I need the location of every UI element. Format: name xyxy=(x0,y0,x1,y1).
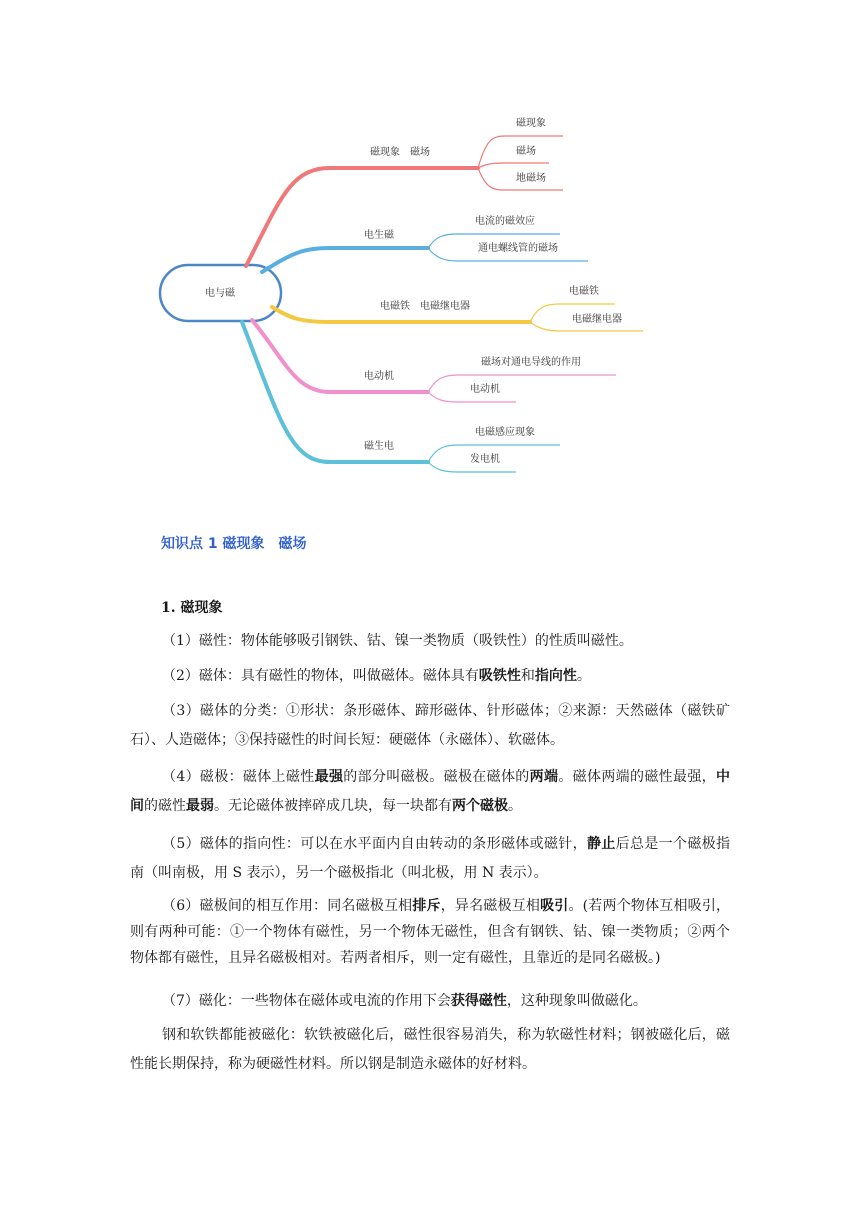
branch-4-child-1-line xyxy=(428,375,616,392)
branch-4-child-2: 电动机 xyxy=(470,384,500,395)
p4-text-f: 。无论磁体被摔碎成几块，每一块都有 xyxy=(214,798,452,814)
p5-text-a: （5）磁体的指向性：可以在水平面内自由转动的条形磁体或磁针， xyxy=(162,836,587,852)
branch-3-child-1: 电磁铁 xyxy=(569,286,599,297)
p6-bold-2: 吸引 xyxy=(540,898,569,914)
branch-4-curve xyxy=(252,320,428,392)
p4-bold-5: 两个磁极 xyxy=(452,798,508,814)
paragraph-7 xyxy=(130,987,730,1016)
branch-1-child-1: 磁现象 xyxy=(516,118,546,129)
p7-text-a: （7）磁化：一些物体在磁体或电流的作用下会 xyxy=(162,993,451,1009)
p4-bold-2: 两端 xyxy=(529,769,559,785)
p2-text-c: 和 xyxy=(520,668,535,684)
p4-text-a: （4）磁极：磁体上磁性 xyxy=(162,769,315,785)
paragraph-1: （1）磁性：物体能够吸引钢铁、钴、镍一类物质（吸铁性）的性质叫磁性。 xyxy=(162,633,633,649)
p7-bold-1: 获得磁性 xyxy=(450,993,507,1009)
p7-text-c: ，这种现象叫做磁化。 xyxy=(506,993,647,1009)
branch-1-label: 磁现象 磁场 xyxy=(370,147,430,158)
p2-text-d: 。 xyxy=(576,668,591,684)
branch-1-child-2: 磁场 xyxy=(516,146,536,157)
p5-bold-1: 静止 xyxy=(586,836,616,852)
branch-2-label: 电生磁 xyxy=(364,230,394,241)
branch-2-child-1: 电流的磁效应 xyxy=(475,216,535,227)
branch-2-child-2: 通电螺线管的磁场 xyxy=(478,243,558,254)
p4-text-d: 。磁体两端的磁性最强， xyxy=(558,769,717,785)
branch-3-label: 电磁铁 电磁继电器 xyxy=(380,301,470,312)
p6-text-d: 。(若两个物体互相吸引，则有两种可能：①一个物体有磁性，另一个物体无磁性，但含有钢铁、钴、镍一类物质；②两个物体都有磁性，且异名磁极相对。若两者相斥，则一定有磁性，且靠近的是同名磁极。) xyxy=(130,898,731,966)
branch-5-child-2: 发电机 xyxy=(470,454,500,465)
branch-3-child-2: 电磁继电器 xyxy=(572,314,622,325)
mindmap-branch-3 xyxy=(272,284,643,331)
p4-text-e: 的磁性 xyxy=(144,798,186,814)
sub-heading: 1. 磁现象 xyxy=(161,600,223,616)
mindmap-branch-4 xyxy=(252,320,616,402)
branch-1-child-2-line xyxy=(478,163,549,168)
paragraph-4 xyxy=(130,763,730,821)
paragraph-5 xyxy=(130,830,730,888)
p2-text-a: （2）磁体：具有磁性的物体，叫做磁体。磁体具有 xyxy=(162,668,479,684)
p6-text-c: ，异名磁极互相 xyxy=(440,898,541,914)
p4-text-g: 。 xyxy=(508,798,522,814)
branch-1-curve xyxy=(246,168,478,266)
p4-bold-4: 最弱 xyxy=(186,798,214,814)
paragraph-2 xyxy=(130,662,730,691)
branch-4-child-1: 磁场对通电导线的作用 xyxy=(481,357,581,368)
p4-text-c: 的部分叫磁极。磁极在磁体的 xyxy=(343,769,530,785)
branch-1-child-3: 地磁场 xyxy=(516,173,546,184)
mindmap-branch-2 xyxy=(262,214,588,272)
p4-bold-3: 中间 xyxy=(130,769,731,814)
p2-bold-2: 指向性 xyxy=(534,668,577,684)
mindmap-branch-5 xyxy=(242,322,560,472)
p4-bold-1: 最强 xyxy=(314,769,344,785)
paragraph-3: （3）磁体的分类：①形状：条形磁体、蹄形磁体、针形磁体；②来源：天然磁体（磁铁矿石）、人造磁体；③保持磁性的时间长短：硬磁体（永磁体）、软磁体。 xyxy=(130,703,730,748)
p6-text-a: （6）磁极间的相互作用：同名磁极互相 xyxy=(162,898,413,914)
p5-text-c: 后总是一个磁极指南（叫南极，用 S 表示），另一个磁极指北（叫北极，用 N 表示）。 xyxy=(130,836,731,881)
branch-4-label: 电动机 xyxy=(364,371,394,382)
paragraph-6 xyxy=(130,893,730,971)
p6-bold-1: 排斥 xyxy=(412,898,441,914)
p2-bold-1: 吸铁性 xyxy=(478,668,521,684)
branch-5-child-1: 电磁感应现象 xyxy=(475,427,535,438)
mind-map xyxy=(0,0,860,500)
section-title: 知识点 1 磁现象 磁场 xyxy=(161,536,307,552)
mindmap-root-label: 电与磁 xyxy=(205,288,235,299)
branch-2-curve xyxy=(262,248,428,272)
paragraph-8: 钢和软铁都能被磁化：软铁被磁化后，磁性很容易消失，称为软磁性材料；钢被磁化后，磁性能长期保持，称为硬磁性材料。所以钢是制造永磁体的好材料。 xyxy=(130,1027,730,1072)
branch-5-label: 磁生电 xyxy=(364,441,394,452)
